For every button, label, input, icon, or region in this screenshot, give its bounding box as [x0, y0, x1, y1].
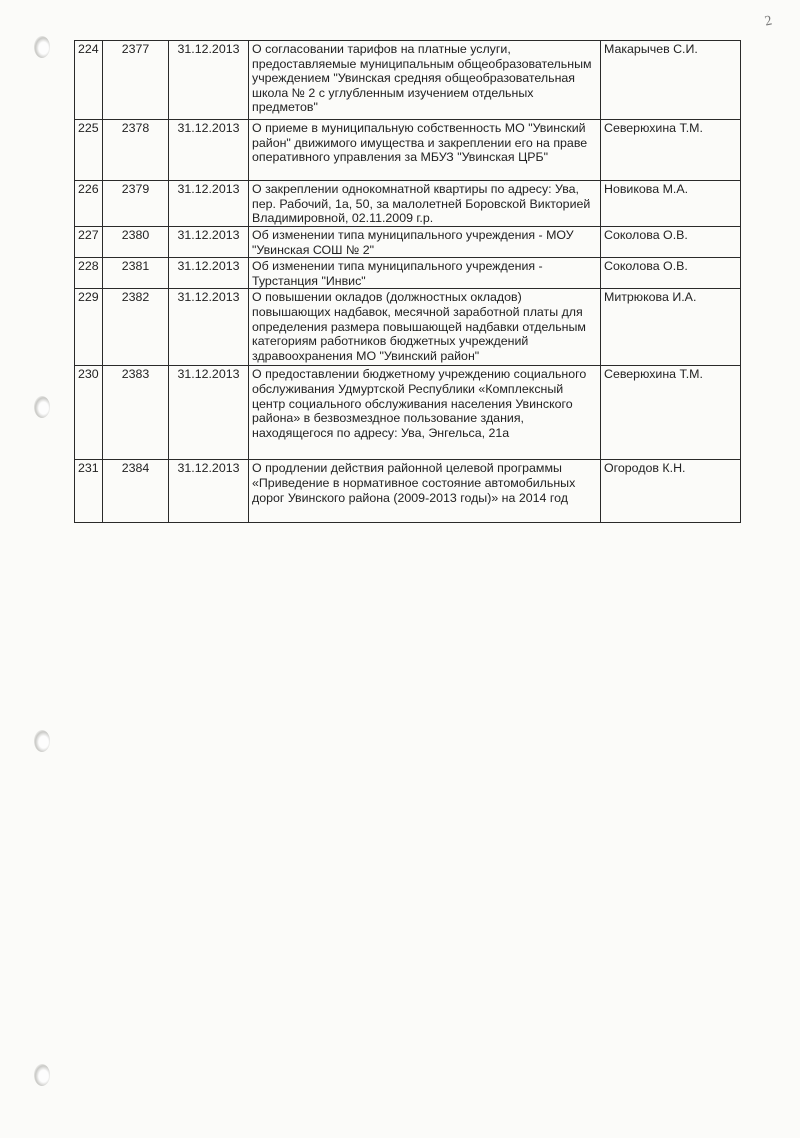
row-number: 231	[75, 460, 103, 523]
registration-number: 2379	[103, 181, 169, 227]
row-number: 227	[75, 227, 103, 258]
document-date: 31.12.2013	[169, 181, 249, 227]
row-number: 226	[75, 181, 103, 227]
executor-name: Северюхина Т.М.	[601, 120, 741, 181]
table-row	[75, 181, 741, 227]
row-number: 229	[75, 289, 103, 366]
punch-hole	[34, 36, 50, 58]
executor-name: Северюхина Т.М.	[601, 366, 741, 460]
document-date: 31.12.2013	[169, 41, 249, 120]
punch-hole	[34, 1064, 50, 1086]
document-title: О закреплении однокомнатной квартиры по адресу: Ува, пер. Рабочий, 1а, 50, за малолетней Боровской Викторией Владимировной, 02.11.2009 г.р.	[249, 181, 601, 227]
document-title: О предоставлении бюджетному учреждению социального обслуживания Удмуртской Республики «Комплексный центр социального обслуживания населения Увинского района» в безвозмездное пользование здания, находящегося по адресу: Ува, Энгельса, 21а	[249, 366, 601, 460]
table-row	[75, 460, 741, 523]
document-date: 31.12.2013	[169, 120, 249, 181]
document-title: Об изменении типа муниципального учреждения - МОУ "Увинская СОШ № 2"	[249, 227, 601, 258]
registration-number: 2382	[103, 289, 169, 366]
registration-number: 2384	[103, 460, 169, 523]
executor-name: Митрюкова И.А.	[601, 289, 741, 366]
document-title: О приеме в муниципальную собственность МО "Увинский район" движимого имущества и закреплении его на праве оперативного управления за МБУЗ "Увинская ЦРБ"	[249, 120, 601, 181]
row-number: 225	[75, 120, 103, 181]
executor-name: Огородов К.Н.	[601, 460, 741, 523]
document-date: 31.12.2013	[169, 258, 249, 289]
registration-number: 2377	[103, 41, 169, 120]
punch-hole	[34, 730, 50, 752]
table-row	[75, 41, 741, 120]
table-row	[75, 366, 741, 460]
document-date: 31.12.2013	[169, 460, 249, 523]
executor-name: Макарычев С.И.	[601, 41, 741, 120]
document-date: 31.12.2013	[169, 366, 249, 460]
executor-name: Новикова М.А.	[601, 181, 741, 227]
registration-number: 2378	[103, 120, 169, 181]
document-title: О повышении окладов (должностных окладов) повышающих надбавок, месячной заработной платы для определения размера повышающей надбавки отдельным категориям работников бюджетных учреждений здравоохранения МО "Увинский район"	[249, 289, 601, 366]
document-title: О согласовании тарифов на платные услуги, предоставляемые муниципальным общеобразовательным учреждением "Увинская средняя общеобразовательная школа № 2 с углубленным изучением отдельных предметов"	[249, 41, 601, 120]
table-row	[75, 227, 741, 258]
document-title: О продлении действия районной целевой программы «Приведение в нормативное состояние автомобильных дорог Увинского района (2009-2013 годы)» на 2014 год	[249, 460, 601, 523]
registration-number: 2381	[103, 258, 169, 289]
registration-number: 2383	[103, 366, 169, 460]
row-number: 230	[75, 366, 103, 460]
punch-hole	[34, 396, 50, 418]
table-row	[75, 289, 741, 366]
table-row	[75, 120, 741, 181]
document-title: Об изменении типа муниципального учреждения - Турстанция "Инвис"	[249, 258, 601, 289]
executor-name: Соколова О.В.	[601, 227, 741, 258]
document-date: 31.12.2013	[169, 289, 249, 366]
registration-number: 2380	[103, 227, 169, 258]
page-number-mark: 2	[763, 13, 774, 30]
executor-name: Соколова О.В.	[601, 258, 741, 289]
row-number: 228	[75, 258, 103, 289]
document-date: 31.12.2013	[169, 227, 249, 258]
table-row	[75, 258, 741, 289]
resolutions-table	[74, 40, 741, 523]
row-number: 224	[75, 41, 103, 120]
